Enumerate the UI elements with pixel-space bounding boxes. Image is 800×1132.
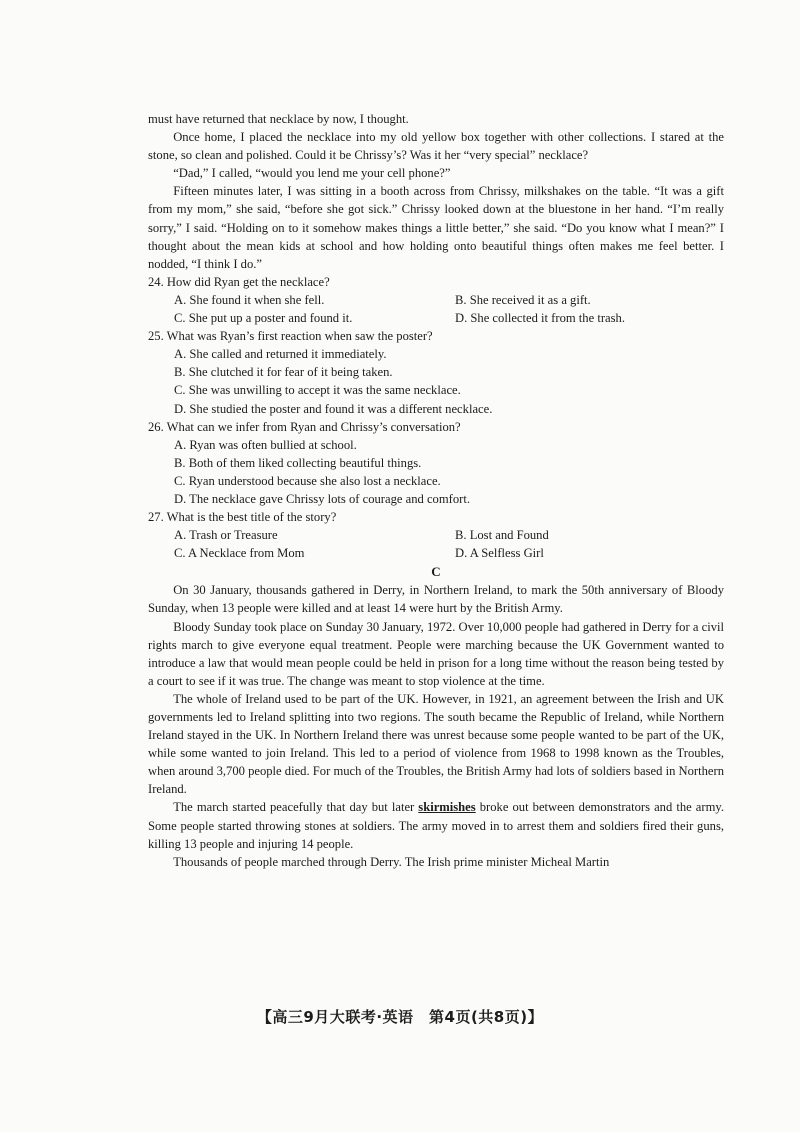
option-row xyxy=(148,309,724,327)
option-row xyxy=(148,526,724,544)
question-25 xyxy=(148,327,724,417)
page-footer: 【高三9月大联考·英语 第4页(共8页)】 xyxy=(256,1008,544,1026)
story-paragraph: must have returned that necklace by now, I thought. xyxy=(148,112,409,126)
question-stem: 24. How did Ryan get the necklace? xyxy=(148,274,330,289)
story-paragraph: “Dad,” I called, “would you lend me your cell phone?” xyxy=(173,166,451,181)
option-b: B. She clutched it for fear of it being taken. xyxy=(174,365,393,380)
option-row xyxy=(148,544,724,562)
option-b: B. Both of them liked collecting beautiful things. xyxy=(174,455,422,470)
option-a: A. She found it when she fell. xyxy=(174,292,325,307)
text-run: The march started peacefully that day but later xyxy=(173,800,419,815)
option-c: C. She put up a poster and found it. xyxy=(174,311,353,326)
option-c: C. A Necklace from Mom xyxy=(174,546,305,561)
highlighted-keyword: skirmishes xyxy=(418,800,476,815)
option-b: B. She received it as a gift. xyxy=(455,292,591,307)
option-d: D. A Selfless Girl xyxy=(455,546,544,561)
option-a: A. She called and returned it immediately. xyxy=(174,347,387,362)
page-content xyxy=(148,110,724,871)
passage-paragraph: Bloody Sunday took place on Sunday 30 January, 1972. Over 10,000 people had gathered in Derry for a civil rights march to give everyone equal treatment. People were marching because the UK Government wanted to introduce a law that would mean people could be held in prison for a long time without the reason being tested by a court to see if it was true. The change was meant to stop violence at the time. xyxy=(148,619,724,688)
option-a: A. Ryan was often bullied at school. xyxy=(174,437,357,452)
passage-paragraph: Thousands of people marched through Derry. The Irish prime minister Micheal Martin xyxy=(173,854,610,869)
passage-paragraph: On 30 January, thousands gathered in Derry, in Northern Ireland, to mark the 50th anniversary of Bloody Sunday, when 13 people were killed and at least 14 were hurt by the British Army. xyxy=(148,583,724,616)
story-paragraph: Fifteen minutes later, I was sitting in a booth across from Chrissy, milkshakes on the table. “It was a gift from my mom,” she said, “before she got sick.” Chrissy looked down at the bluestone in her hand. “I’m really sorry,” I said. “Holding on to it somehow makes things a little better,” she said. “Do you know what I mean?” I thought about the mean kids at school and how holding onto beautiful things often makes me feel better. I nodded, “I think I do.” xyxy=(148,184,724,271)
section-label: C xyxy=(431,564,441,580)
question-27 xyxy=(148,508,724,562)
question-stem: 27. What is the best title of the story? xyxy=(148,510,337,525)
question-24 xyxy=(148,273,724,327)
passage-paragraph xyxy=(148,798,724,852)
option-d: D. She studied the poster and found it was a different necklace. xyxy=(174,401,493,416)
option-c: C. Ryan understood because she also lost a necklace. xyxy=(174,473,441,488)
question-stem: 26. What can we infer from Ryan and Chrissy’s conversation? xyxy=(148,419,461,434)
passage-paragraph: The whole of Ireland used to be part of the UK. However, in 1921, an agreement between the Irish and UK governments led to Ireland splitting into two regions. The south became the Republic of Ireland, while Northern Ireland stayed in the UK. In Northern Ireland there was unrest because some people wanted to be part of the UK, while some wanted to join Ireland. This led to a period of violence from 1968 to 1998 known as the Troubles, when around 3,700 people died. For much of the Troubles, the British Army had lots of soldiers based in Northern Ireland. xyxy=(148,691,724,797)
story-paragraph: Once home, I placed the necklace into my old yellow box together with other collections. I stared at the stone, so clean and polished. Could it be Chrissy’s? Was it her “very special” necklace? xyxy=(148,130,724,163)
option-b: B. Lost and Found xyxy=(455,528,549,543)
option-d: D. She collected it from the trash. xyxy=(455,311,625,326)
option-row xyxy=(148,291,724,309)
option-d: D. The necklace gave Chrissy lots of courage and comfort. xyxy=(174,491,470,506)
text-run: broke out between demonstrators and the army. Some people started throwing stones at soldiers. The army moved in to arrest them and soldiers fired their guns, killing 13 people and injuring 14 people. xyxy=(148,800,724,851)
option-a: A. Trash or Treasure xyxy=(174,528,278,543)
option-c: C. She was unwilling to accept it was the same necklace. xyxy=(174,383,461,398)
question-stem: 25. What was Ryan’s first reaction when saw the poster? xyxy=(148,329,433,344)
question-26 xyxy=(148,418,724,508)
